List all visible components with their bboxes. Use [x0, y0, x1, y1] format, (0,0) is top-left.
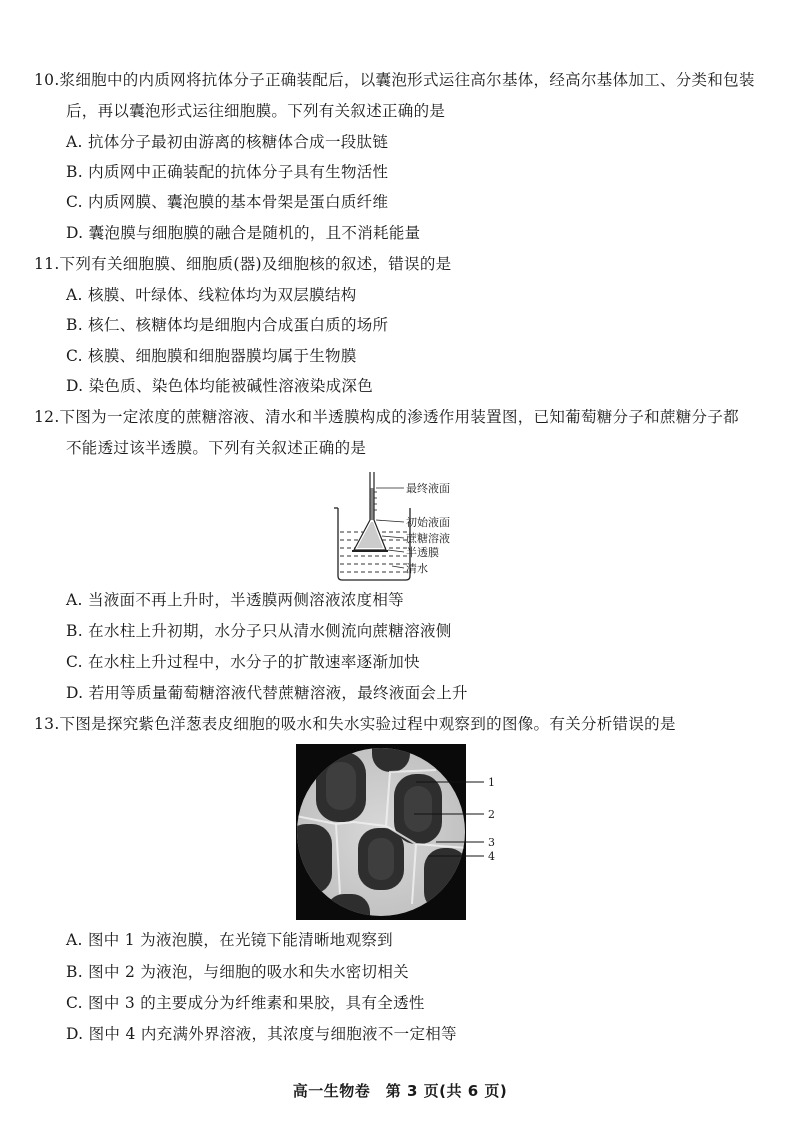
q11-option-c: C. 核膜、细胞膜和细胞器膜均属于生物膜: [66, 347, 357, 365]
q13-option-a: A. 图中 1 为液泡膜，在光镜下能清晰地观察到: [66, 931, 393, 949]
q13-option-b: B. 图中 2 为液泡，与细胞的吸水和失水密切相关: [66, 963, 409, 981]
label-final-level: 最终液面: [406, 482, 450, 495]
micrograph-label-3: 3: [488, 836, 495, 849]
q10-option-d: D. 囊泡膜与细胞膜的融合是随机的，且不消耗能量: [66, 224, 421, 242]
micrograph-label-4: 4: [488, 850, 495, 863]
q11-option-b: B. 核仁、核糖体均是细胞内合成蛋白质的场所: [66, 316, 389, 334]
q11-stem-line1: 11.下列有关细胞膜、细胞质(器)及细胞核的叙述，错误的是: [34, 255, 452, 273]
q12-stem-line2: 不能透过该半透膜。下列有关叙述正确的是: [66, 439, 367, 457]
q11-option-a: A. 核膜、叶绿体、线粒体均为双层膜结构: [66, 286, 357, 304]
osmosis-diagram: [330, 470, 480, 585]
page-footer: 高一生物卷 第 3 页(共 6 页): [292, 1082, 508, 1100]
label-water: 清水: [406, 562, 428, 575]
label-initial-level: 初始液面: [406, 516, 450, 529]
q10-option-c: C. 内质网膜、囊泡膜的基本骨架是蛋白质纤维: [66, 193, 389, 211]
q13-option-d: D. 图中 4 内充满外界溶液，其浓度与细胞液不一定相等: [66, 1025, 457, 1043]
q10-option-a: A. 抗体分子最初由游离的核糖体合成一段肽链: [66, 133, 389, 151]
q10-stem-line1: 10.浆细胞中的内质网将抗体分子正确装配后，以囊泡形式运往高尔基体，经高尔基体加工、分类和包装: [34, 71, 755, 89]
micrograph-label-2: 2: [488, 808, 495, 821]
micrograph-image: [296, 744, 516, 920]
q12-stem-line1: 12.下图为一定浓度的蔗糖溶液、清水和半透膜构成的渗透作用装置图，已知葡萄糖分子和蔗糖分子都: [34, 408, 739, 426]
osmosis-apparatus-figure: [330, 470, 480, 585]
label-membrane: 半透膜: [406, 546, 439, 559]
q11-option-d: D. 染色质、染色体均能被碱性溶液染成深色: [66, 377, 374, 395]
q12-option-a: A. 当液面不再上升时，半透膜两侧溶液浓度相等: [66, 591, 404, 609]
q12-option-b: B. 在水柱上升初期，水分子只从清水侧流向蔗糖溶液侧: [66, 622, 452, 640]
q13-option-c: C. 图中 3 的主要成分为纤维素和果胶，具有全透性: [66, 994, 425, 1012]
q10-option-b: B. 内质网中正确装配的抗体分子具有生物活性: [66, 163, 389, 181]
label-sucrose-solution: 蔗糖溶液: [406, 532, 450, 545]
q12-option-c: C. 在水柱上升过程中，水分子的扩散速率逐渐加快: [66, 653, 420, 671]
onion-cell-micrograph: [296, 744, 516, 920]
q10-stem-line2: 后，再以囊泡形式运往细胞膜。下列有关叙述正确的是: [66, 102, 446, 120]
micrograph-label-1: 1: [488, 776, 495, 789]
q13-stem-line1: 13.下图是探究紫色洋葱表皮细胞的吸水和失水实验过程中观察到的图像。有关分析错误的是: [34, 715, 676, 733]
q12-option-d: D. 若用等质量葡萄糖溶液代替蔗糖溶液，最终液面会上升: [66, 684, 468, 702]
